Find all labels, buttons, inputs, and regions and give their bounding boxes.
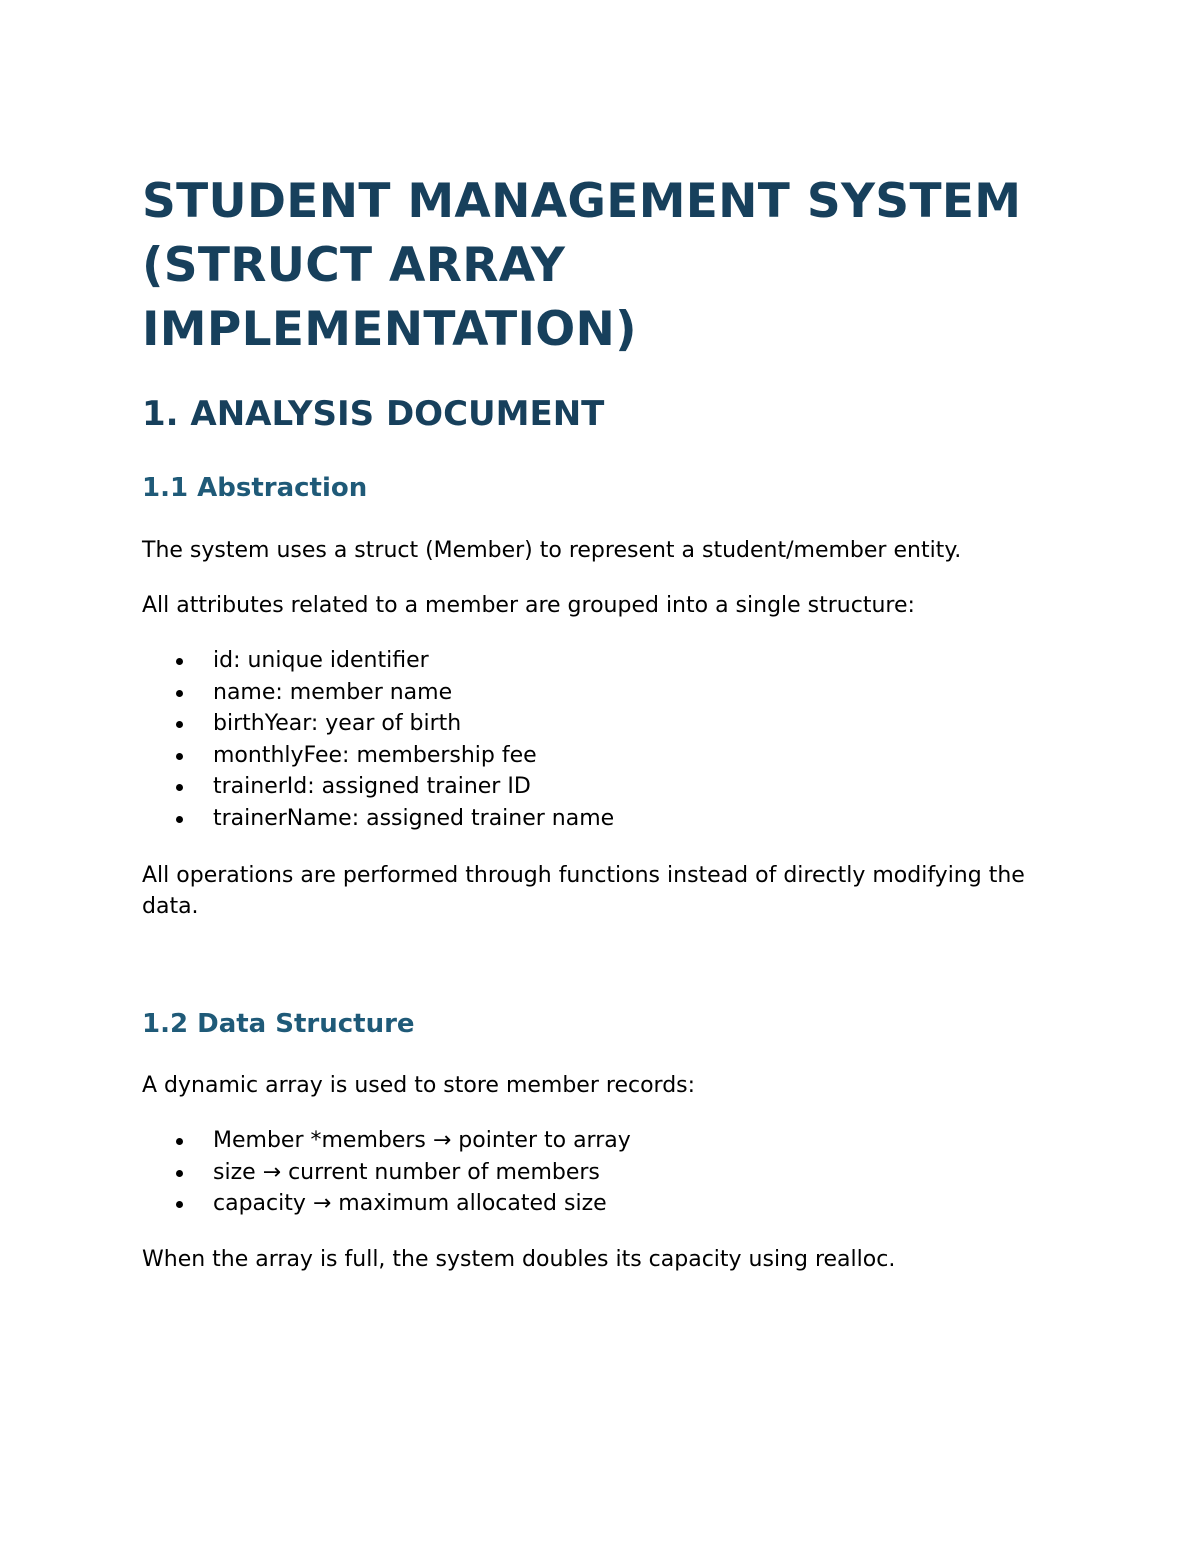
list-item-text: capacity → maximum allocated size xyxy=(213,1191,607,1217)
paragraph: The system uses a struct (Member) to represent a student/member entity. xyxy=(142,538,962,563)
list-item xyxy=(142,740,614,772)
list-item-text: Member *members → pointer to array xyxy=(213,1128,631,1153)
subsection-heading-data-structure: 1.2 Data Structure xyxy=(142,1009,415,1039)
bullet-icon xyxy=(176,753,183,760)
bullet-icon xyxy=(176,816,183,823)
list-item-text: birthYear: year of birth xyxy=(213,711,462,737)
paragraph: A dynamic array is used to store member records: xyxy=(142,1073,696,1098)
bullet-icon xyxy=(176,1138,183,1145)
title-line: STUDENT MANAGEMENT SYSTEM xyxy=(142,174,1022,229)
list-item-text: id: unique identifier xyxy=(213,648,429,673)
list-item-text: monthlyFee: membership fee xyxy=(213,742,537,768)
bullet-icon xyxy=(176,721,183,728)
list-item xyxy=(142,803,614,835)
document-title xyxy=(142,170,1062,362)
subsection-heading-abstraction: 1.1 Abstraction xyxy=(142,473,368,503)
section-heading-analysis: 1. ANALYSIS DOCUMENT xyxy=(142,394,605,434)
list-item xyxy=(142,771,614,803)
bullet-icon xyxy=(176,1170,183,1177)
list-item xyxy=(142,708,614,740)
list-item-text: size → current number of members xyxy=(213,1159,600,1185)
list-item-text: trainerId: assigned trainer ID xyxy=(213,774,531,800)
title-line: (STRUCT ARRAY xyxy=(142,238,566,293)
data-structure-list xyxy=(142,1125,631,1220)
attribute-list xyxy=(142,645,614,835)
bullet-icon xyxy=(176,1201,183,1208)
paragraph: All operations are performed through functions instead of directly modifying the data. xyxy=(142,863,1025,919)
bullet-icon xyxy=(176,690,183,697)
title-line: IMPLEMENTATION) xyxy=(142,302,637,357)
bullet-icon xyxy=(176,658,183,665)
list-item xyxy=(142,1157,631,1189)
list-item-text: trainerName: assigned trainer name xyxy=(213,805,615,831)
list-item xyxy=(142,677,614,709)
list-item xyxy=(142,1188,631,1220)
list-item xyxy=(142,1125,631,1157)
paragraph: All attributes related to a member are grouped into a single structure: xyxy=(142,593,915,618)
paragraph: When the array is full, the system doubles its capacity using realloc. xyxy=(142,1247,896,1272)
list-item-text: name: member name xyxy=(213,679,453,705)
bullet-icon xyxy=(176,784,183,791)
list-item xyxy=(142,645,614,677)
